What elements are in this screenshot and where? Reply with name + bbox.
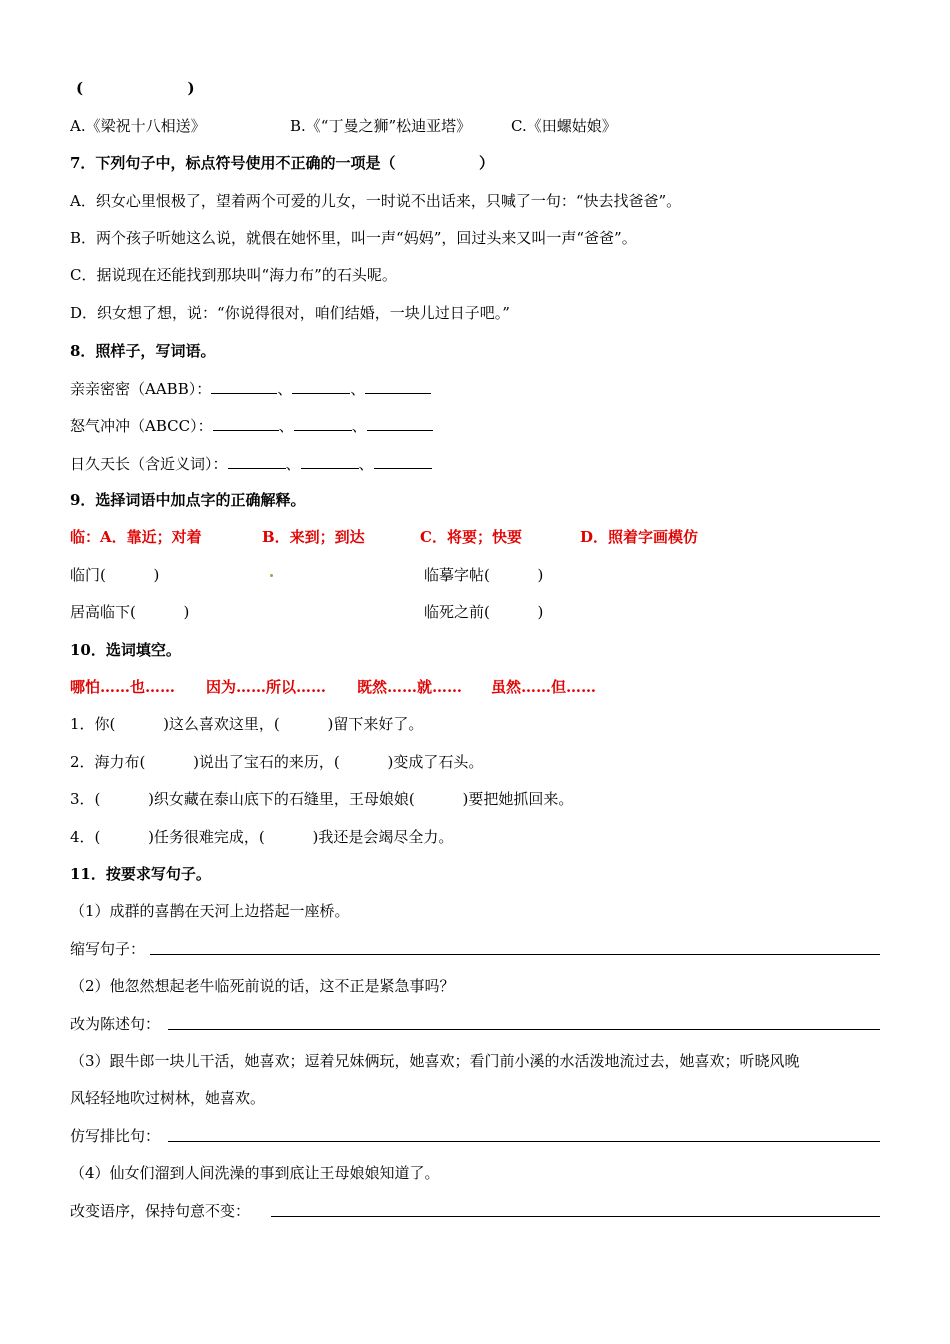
answer-blank[interactable] (211, 378, 277, 394)
q11-prompt-1: （1）成群的喜鹊在天河上边搭起一座桥。 (70, 902, 350, 920)
q9-word-1: 临门( ) (70, 566, 160, 584)
answer-blank[interactable] (301, 453, 359, 469)
q11-label-2: 改为陈述句： (70, 1015, 161, 1033)
q10-option-3: 既然……就…… (357, 678, 463, 696)
separator: 、 (351, 417, 367, 435)
separator: 、 (278, 417, 294, 435)
q8-prompt-abcc: 怒气冲冲（ABCC）： (70, 417, 213, 435)
q8-row-synonym (70, 453, 432, 474)
answer-blank[interactable] (228, 453, 286, 469)
q10-option-2: 因为……所以…… (206, 678, 327, 696)
q9-word-2: 临摹字帖( ) (424, 566, 544, 584)
q10-title: 10．选词填空。 (70, 641, 181, 659)
answer-blank[interactable] (365, 378, 431, 394)
q11-title: 11．按要求写句子。 (70, 865, 211, 883)
q8-row-aabb (70, 378, 431, 399)
q10-sentence-1: 1．你( )这么喜欢这里，( )留下来好了。 (70, 715, 424, 733)
q8-row-abcc (70, 415, 433, 436)
answer-blank[interactable] (213, 415, 279, 431)
q11-prompt-4: （4）仙女们溜到人间洗澡的事到底让王母娘娘知道了。 (70, 1164, 440, 1182)
q10-sentence-2: 2．海力布( )说出了宝石的来历，( )变成了石头。 (70, 753, 484, 771)
q9-word-4: 临死之前( ) (424, 603, 544, 621)
separator: 、 (277, 380, 293, 398)
q11-label-3: 仿写排比句： (70, 1127, 161, 1145)
q6-option-a: A.《梁祝十八相送》 (70, 117, 206, 135)
q11-prompt-2: （2）他忽然想起老牛临死前说的话，这不正是紧急事吗？ (70, 977, 455, 995)
answer-blank[interactable] (292, 378, 350, 394)
q10-option-1: 哪怕……也…… (70, 678, 176, 696)
answer-blank[interactable] (374, 453, 432, 469)
separator: 、 (350, 380, 366, 398)
q7-option-b: B．两个孩子听她这么说，就偎在她怀里，叫一声“妈妈”，回过头来又叫一声“爸爸”。 (70, 229, 637, 247)
q8-prompt-aabb: 亲亲密密（AABB）： (70, 380, 212, 398)
answer-line-1[interactable] (150, 954, 880, 955)
q10-option-4: 虽然……但…… (491, 678, 597, 696)
q11-label-4: 改变语序，保持句意不变： (70, 1202, 251, 1220)
answer-line-4[interactable] (271, 1216, 880, 1217)
answer-blank[interactable] (367, 415, 433, 431)
answer-line-2[interactable] (168, 1029, 880, 1030)
q7-title: 7．下列句子中，标点符号使用不正确的一项是（ ） (70, 154, 494, 172)
q9-def-c: C．将要；快要 (420, 528, 522, 546)
q9-title: 9．选择词语中加点字的正确解释。 (70, 491, 306, 509)
separator: 、 (285, 455, 301, 473)
q7-option-d: D．织女想了想，说：“你说得很对，咱们结婚，一块儿过日子吧。” (70, 304, 510, 322)
q11-prompt-3b: 风轻轻地吹过树林，她喜欢。 (70, 1089, 266, 1107)
q10-sentence-3: 3．( )织女藏在泰山底下的石缝里，王母娘娘( )要把她抓回来。 (70, 790, 574, 808)
q6-option-b: B.《“丁曼之狮”松迪亚塔》 (290, 117, 472, 135)
q6-option-c: C.《田螺姑娘》 (511, 117, 617, 135)
q8-title: 8．照样子，写词语。 (70, 342, 216, 360)
q9-def-a: 临：A．靠近；对着 (70, 528, 202, 546)
q11-label-1: 缩写句子： (70, 940, 146, 958)
stray-dot (270, 574, 273, 577)
q7-option-a: A．织女心里恨极了，望着两个可爱的儿女，一时说不出话来，只喊了一句：“快去找爸爸”。 (70, 192, 682, 210)
q10-sentence-4: 4．( )任务很难完成，( )我还是会竭尽全力。 (70, 828, 454, 846)
q8-prompt-synonym: 日久天长（含近义词）： (70, 455, 228, 473)
q9-def-b: B．来到；到达 (262, 528, 365, 546)
q9-def-d: D．照着字画模仿 (580, 528, 699, 546)
separator: 、 (358, 455, 374, 473)
answer-line-3[interactable] (168, 1141, 880, 1142)
q11-prompt-3a: （3）跟牛郎一块儿干活，她喜欢；逗着兄妹俩玩，她喜欢；看门前小溪的水活泼地流过去，她喜欢；听晓风晚 (70, 1052, 800, 1070)
q6-answer-paren: ( ) (76, 79, 195, 97)
q9-word-3: 居高临下( ) (70, 603, 190, 621)
answer-blank[interactable] (294, 415, 352, 431)
q7-option-c: C．据说现在还能找到那块叫“海力布”的石头呢。 (70, 266, 397, 284)
